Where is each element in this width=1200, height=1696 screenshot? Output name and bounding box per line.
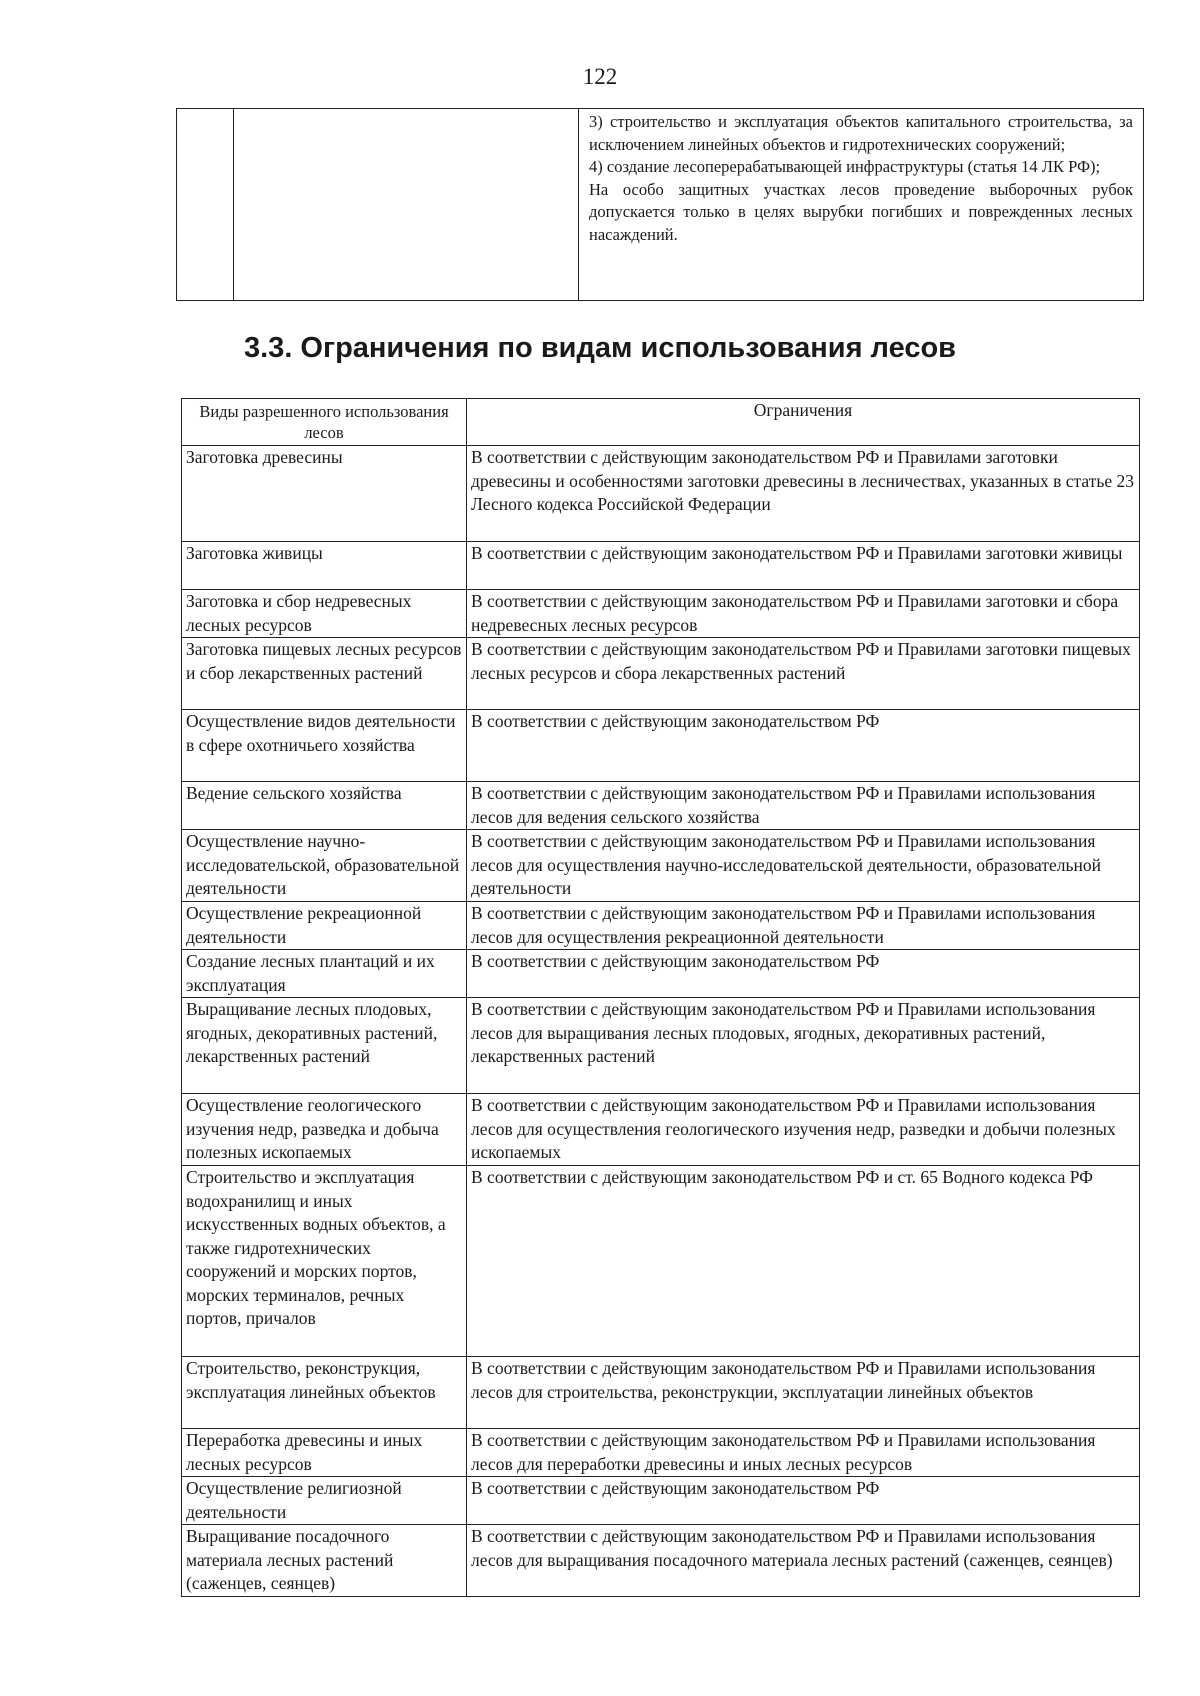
restriction-cell: В соответствии с действующим законодательством РФ и Правилами использования лесов для выращивания лесных плодовых, ягодных, декоративных растений, лекарственных растений — [467, 998, 1140, 1094]
table-row — [182, 782, 1140, 830]
restriction-cell: В соответствии с действующим законодательством РФ и Правилами использования лесов для строительства, реконструкции, эксплуатации линейных объектов — [467, 1357, 1140, 1429]
table-row — [182, 446, 1140, 542]
column-header: Виды разрешенного использования лесов — [182, 399, 467, 446]
use-type-cell: Осуществление научно-исследовательской, образовательной деятельности — [182, 830, 467, 902]
use-type-cell: Строительство, реконструкция, эксплуатация линейных объектов — [182, 1357, 467, 1429]
restriction-cell: В соответствии с действующим законодательством РФ и Правилами использования лесов для ведения сельского хозяйства — [467, 782, 1140, 830]
restriction-cell: В соответствии с действующим законодательством РФ и Правилами использования лесов для переработки древесины и иных лесных ресурсов — [467, 1429, 1140, 1477]
continuation-line: 4) создание лесоперерабатывающей инфраструктуры (статья 14 ЛК РФ); — [589, 157, 1101, 176]
restriction-cell: В соответствии с действующим законодательством РФ и Правилами использования лесов для осуществления научно-исследовательской деятельности, образовательной деятельности — [467, 830, 1140, 902]
use-type-cell: Выращивание лесных плодовых, ягодных, декоративных растений, лекарственных растений — [182, 998, 467, 1094]
restriction-cell: В соответствии с действующим законодательством РФ и Правилами заготовки и сбора недревесных лесных ресурсов — [467, 590, 1140, 638]
continuation-table — [176, 108, 1144, 301]
table-row — [182, 1166, 1140, 1357]
use-type-cell: Заготовка и сбор недревесных лесных ресурсов — [182, 590, 467, 638]
table-row — [182, 1357, 1140, 1429]
restriction-cell: В соответствии с действующим законодательством РФ и Правилами заготовки живицы — [467, 542, 1140, 590]
continuation-line: 3) строительство и эксплуатация объектов капитального строительства, за исключением линейных объектов и гидротехнических сооружений; — [589, 112, 1133, 154]
table-header-row — [182, 399, 1140, 446]
table-row — [182, 1094, 1140, 1166]
restriction-cell: В соответствии с действующим законодательством РФ — [467, 710, 1140, 782]
use-type-cell: Осуществление видов деятельности в сфере охотничьего хозяйства — [182, 710, 467, 782]
continuation-line: На особо защитных участках лесов проведение выборочных рубок допускается только в целях вырубки погибших и поврежденных лесных насаждений. — [589, 179, 1133, 244]
use-type-cell: Переработка древесины и иных лесных ресурсов — [182, 1429, 467, 1477]
use-type-cell: Ведение сельского хозяйства — [182, 782, 467, 830]
use-type-cell: Создание лесных плантаций и их эксплуатация — [182, 950, 467, 998]
restriction-cell: В соответствии с действующим законодательством РФ и Правилами использования лесов для осуществления геологического изучения недр, разведки и добычи полезных ископаемых — [467, 1094, 1140, 1166]
table-row — [182, 710, 1140, 782]
use-type-cell: Осуществление религиозной деятельности — [182, 1477, 467, 1525]
forest-use-restrictions-table — [181, 398, 1140, 1597]
use-type-cell: Строительство и эксплуатация водохранилищ и иных искусственных водных объектов, а также гидротехнических сооружений и морских портов, морских терминалов, речных портов, причалов — [182, 1166, 467, 1357]
table-row — [182, 1429, 1140, 1477]
restriction-cell: В соответствии с действующим законодательством РФ и Правилами использования лесов для осуществления рекреационной деятельности — [467, 902, 1140, 950]
restriction-cell: В соответствии с действующим законодательством РФ и ст. 65 Водного кодекса РФ — [467, 1166, 1140, 1357]
use-type-cell: Заготовка древесины — [182, 446, 467, 542]
table-row — [182, 902, 1140, 950]
restriction-cell: В соответствии с действующим законодательством РФ — [467, 950, 1140, 998]
table-row — [182, 998, 1140, 1094]
use-type-cell: Осуществление рекреационной деятельности — [182, 902, 467, 950]
empty-cell — [177, 109, 234, 301]
table-row — [182, 638, 1140, 710]
page-number: 122 — [582, 64, 618, 89]
restriction-cell: В соответствии с действующим законодательством РФ и Правилами использования лесов для выращивания посадочного материала лесных растений (саженцев, сеянцев) — [467, 1525, 1140, 1597]
column-header: Ограничения — [467, 399, 1140, 446]
table-row — [182, 1525, 1140, 1597]
use-type-cell: Выращивание посадочного материала лесных растений (саженцев, сеянцев) — [182, 1525, 467, 1597]
restriction-cell: В соответствии с действующим законодательством РФ — [467, 1477, 1140, 1525]
continuation-text-cell — [579, 109, 1144, 301]
table-row — [182, 1477, 1140, 1525]
table-row — [182, 590, 1140, 638]
restriction-cell: В соответствии с действующим законодательством РФ и Правилами заготовки пищевых лесных ресурсов и сбора лекарственных растений — [467, 638, 1140, 710]
table-row — [182, 950, 1140, 998]
table-row — [182, 830, 1140, 902]
table-row — [177, 109, 1144, 301]
empty-cell — [234, 109, 579, 301]
section-title: 3.3. Ограничения по видам использования лесов — [244, 332, 957, 364]
restriction-cell: В соответствии с действующим законодательством РФ и Правилами заготовки древесины и особенностями заготовки древесины в лесничествах, указанных в статье 23 Лесного кодекса Российской Федерации — [467, 446, 1140, 542]
use-type-cell: Заготовка пищевых лесных ресурсов и сбор лекарственных растений — [182, 638, 467, 710]
use-type-cell: Осуществление геологического изучения недр, разведка и добыча полезных ископаемых — [182, 1094, 467, 1166]
use-type-cell: Заготовка живицы — [182, 542, 467, 590]
table-row — [182, 542, 1140, 590]
